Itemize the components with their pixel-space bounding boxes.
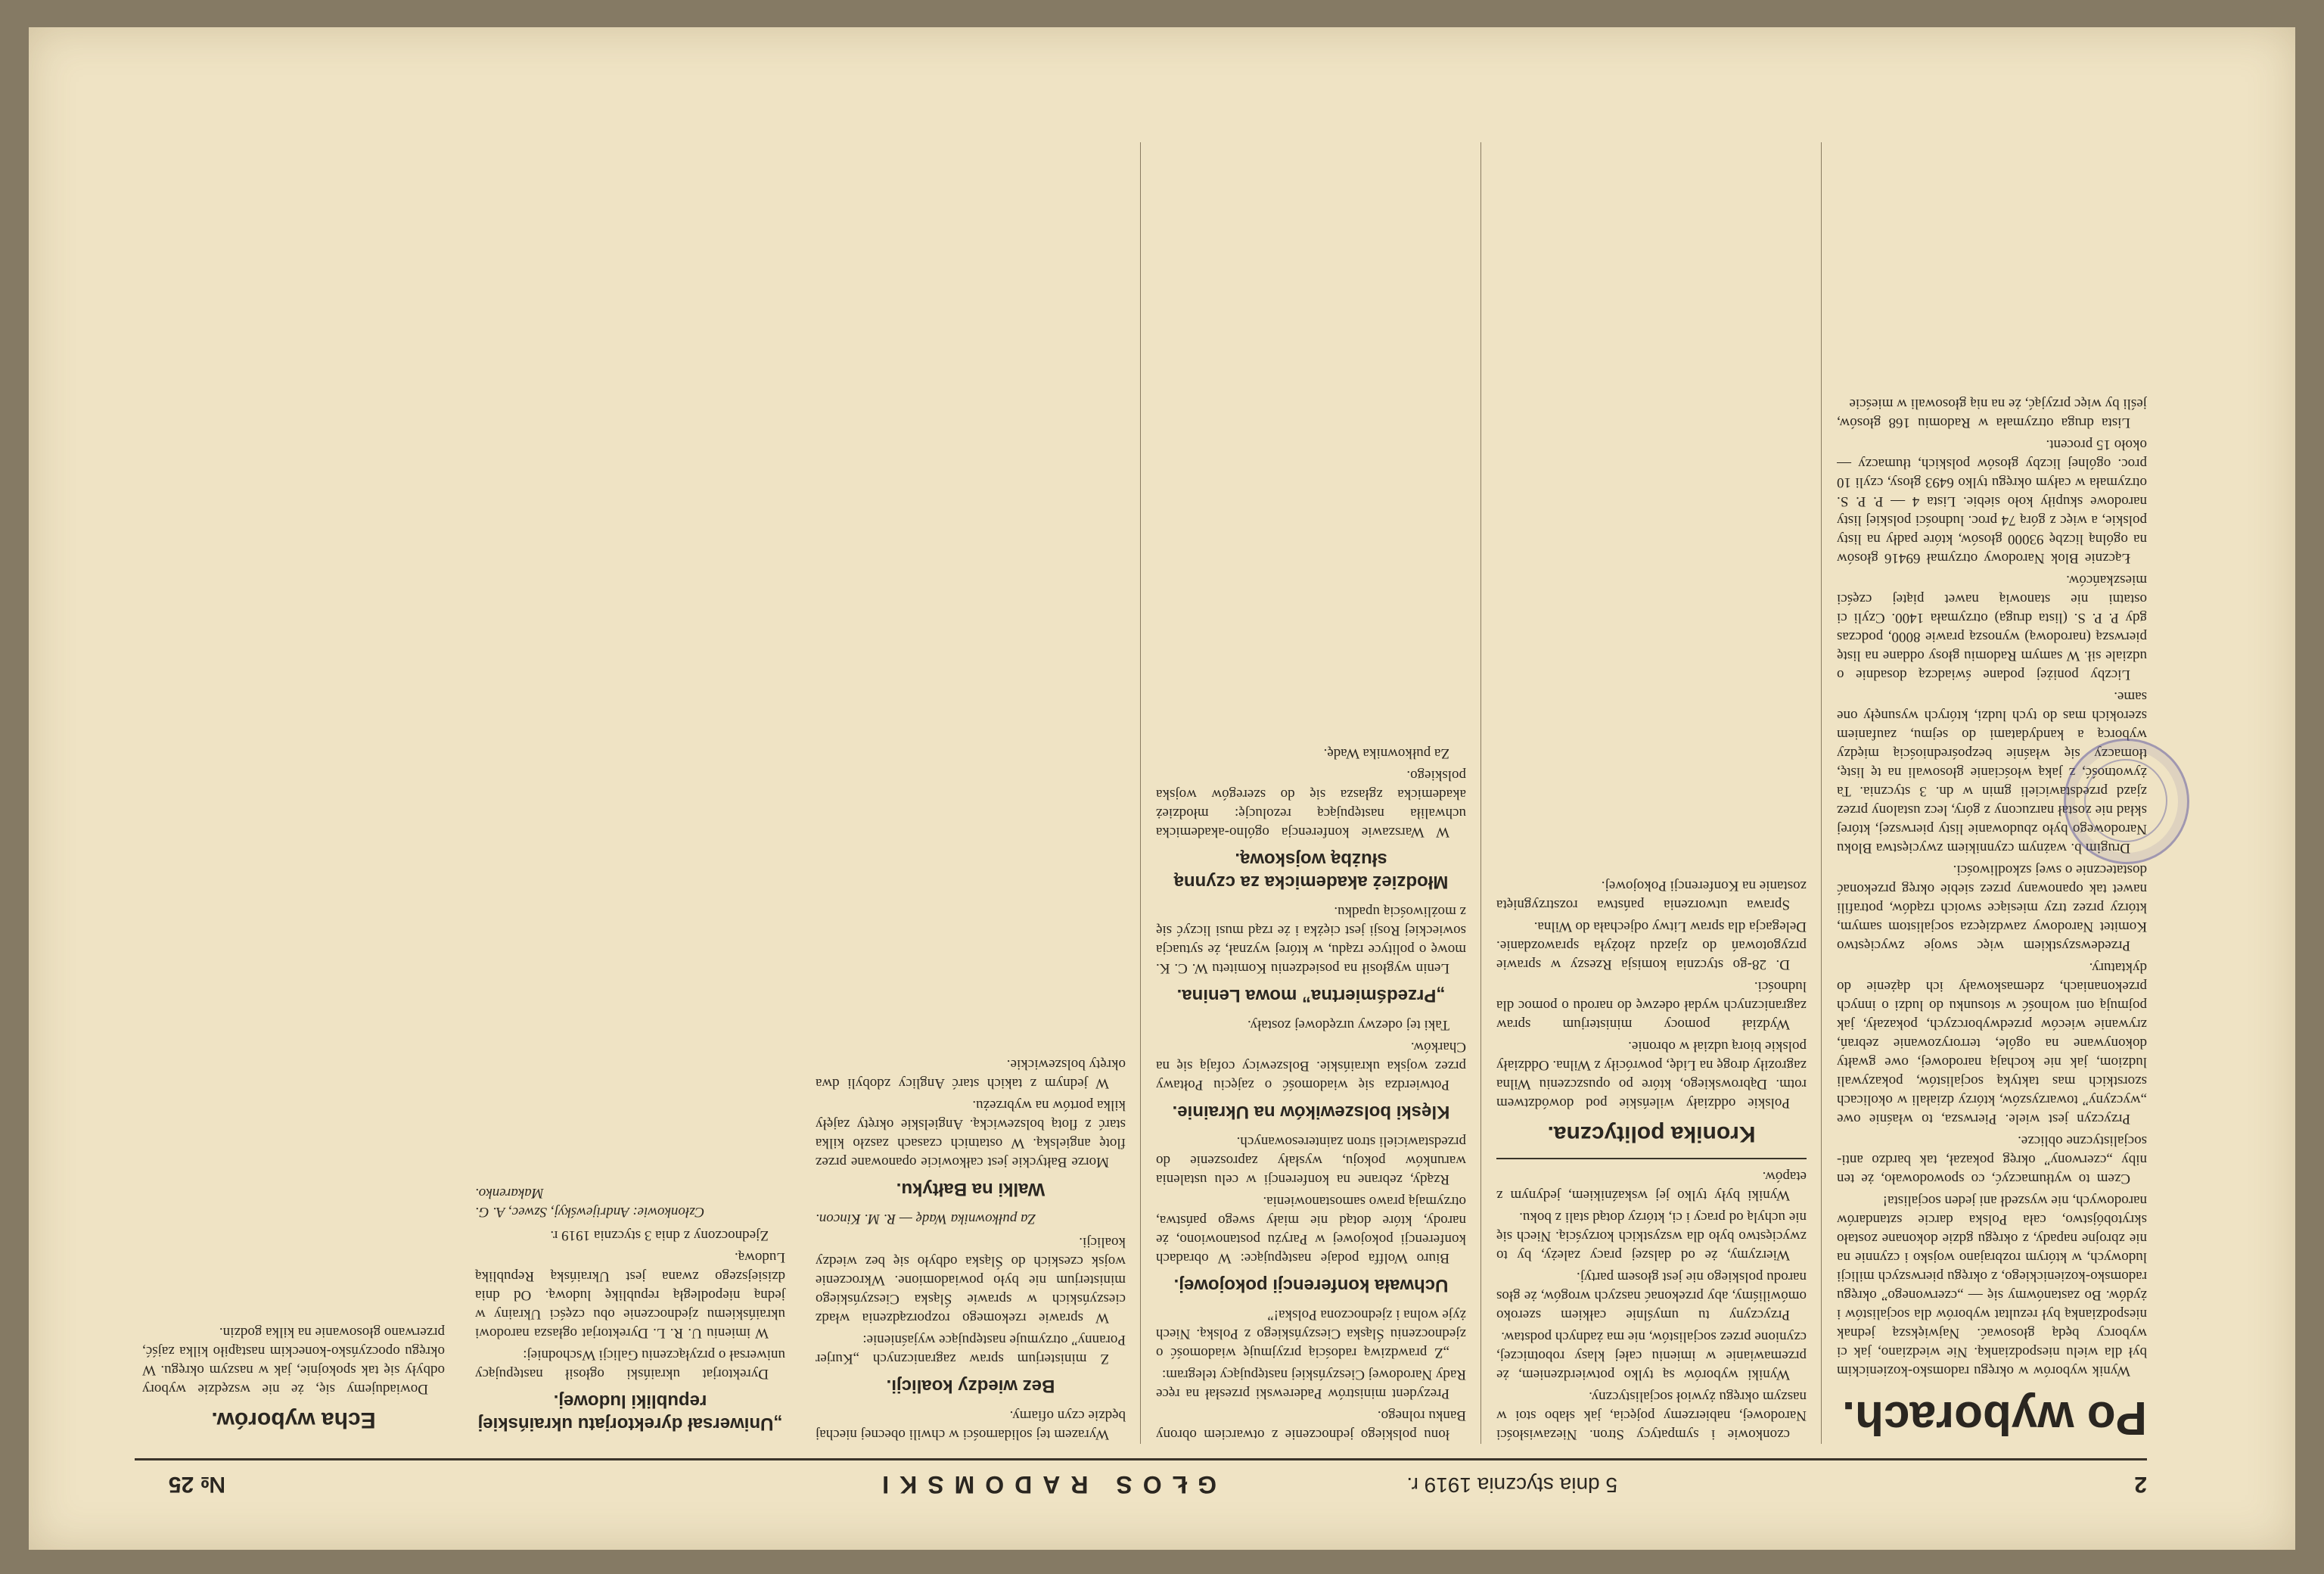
column-4 bbox=[142, 142, 1126, 1444]
page-header bbox=[135, 1458, 2147, 1503]
heading-koalicja: Bez wiedzy koalicji. bbox=[886, 1376, 1055, 1396]
paragraph: Czem to wytłumaczyć, co spowodowało, że ten niby „czerwony” okręg pokazał, tak bardzo anti-socjalistyczne oblicze. bbox=[1837, 1133, 2147, 1187]
heading-uniwersal: „Uniwersał dyrektorjatu ukraińskiej republiki ludowej. bbox=[477, 1391, 783, 1434]
paragraph: Biuro Wolffa podaje następujące: W obradach konferencji pokojowej w Paryżu postanowiono, że narody, które dotąd nie miały swego państwa, otrzymają prawo samostanowienia. bbox=[1156, 1193, 1466, 1266]
section-heading-kronika: Kronika polityczna. bbox=[1547, 1121, 1756, 1146]
paragraph: Rządy, zebrane na konferencji w celu ustalenia warunków pokoju, wysłały zaproszenie do przedstawicieli stron zainteresowanych. bbox=[1156, 1134, 1466, 1187]
paragraph: W Warszawie konferencja ogólno-akademicka uchwaliła następującą rezolucję: młodzież akademicka zgłasza się do szeregów wojska polskiego. bbox=[1156, 767, 1466, 840]
heading-baltyk: Walki na Bałtyku. bbox=[896, 1179, 1045, 1199]
paragraph: Lenin wygłosił na posiedzeniu Komitetu W. C. K. mowę o polityce rządu, w której wyznał, że sytuacja sowieckiej Rosji jest ciężka i że rząd musi liczyć się z możliwością upadku. bbox=[1156, 904, 1466, 976]
paragraph: Zjednoczony z dnia 3 stycznia 1919 r. bbox=[550, 1227, 769, 1243]
paragraph: Morze Bałtyckie jest całkowicie opanowane przez flotę angielską. W ostatnich czasach zaszło kilka starć z flotą bolszewicką. Angielskie okręty zajęły kilka portów na wybrzeżu. bbox=[816, 1097, 1126, 1170]
column-4b bbox=[475, 1180, 785, 1444]
paragraph: Sprawa utworzenia państwa rozstrzygnięta zostanie na Konferencji Pokojowej. bbox=[1496, 878, 1807, 913]
paragraph: Z ministerjum spraw zagranicznych „Kurjer Poranny” otrzymuje następujące wyjaśnienie: bbox=[816, 1332, 1126, 1367]
issue-date: 5 dnia stycznia 1919 r. bbox=[1406, 1473, 1617, 1497]
heading-bolszewicy: Klęski bolszewików na Ukrainie. bbox=[1172, 1102, 1450, 1122]
paragraph: Dowiadujemy się, że nie wszędzie wybory odbyły się tak spokojnie, jak w naszym okręgu. W okręgu opoczyńsko-koneckim nastąpiło kilka zajść, przerwano głosowanie na kilka godzin. bbox=[142, 1324, 445, 1397]
section-rule bbox=[1496, 1158, 1807, 1159]
paragraph: Wyniki były tylko jej wskaźnikiem, jedynym z etapów. bbox=[1496, 1168, 1807, 1203]
paragraph: czonkowie i sympatycy Stron. Niezawisłości Narodowej, nabierzemy pojęcia, jak słabo stoi w naszym okręgu żywioł socjalistyczny. bbox=[1496, 1389, 1807, 1442]
paragraph: Taki tej odezwy urzędowej zostały. bbox=[1247, 1017, 1449, 1033]
column-4a bbox=[816, 1052, 1126, 1444]
paragraph: łonu polskiego jednoczenie z otwarciem obrony Banku rolnego. bbox=[1156, 1408, 1466, 1442]
column-3 bbox=[1156, 142, 1466, 1444]
paragraph: Wyrazem tej solidarności w chwili obecnej niechaj będzie czyn ofiarny. bbox=[816, 1408, 1126, 1442]
paragraph: Przyczyny tu umyślnie całkiem szeroko omówiliśmy, aby przekonać naszych wrogów, że głos narodu polskiego nie jest głosem partyj. bbox=[1496, 1269, 1807, 1323]
heading-lenin: „Przedśmiertna” mowa Lenina. bbox=[1176, 985, 1446, 1006]
paragraph: Wyniki wyborów są tylko potwierdzeniem, że przemawianie w imieniu całej klasy robotniczej, czynione przez socjalistów, nie ma żadnych podstaw. bbox=[1496, 1329, 1807, 1383]
heading-uchwala: Uchwała konferencji pokojowej. bbox=[1173, 1275, 1449, 1296]
ink-stamp bbox=[2064, 739, 2189, 864]
newspaper-content-rotated bbox=[135, 141, 2147, 1503]
page-number: 2 bbox=[2134, 1472, 2147, 1497]
paragraph: D. 28-go stycznia komisja Rzeszy w sprawie przygotowań do zjazdu złożyła sprawozdanie. Delegacja dla spraw Litwy odjechała do Wilna. bbox=[1496, 919, 1807, 972]
paragraph: Przedewszystkiem więc swoje zwycięstwo Komitet Narodowy zawdzięcza socjalistom samym, którzy przez trzy miesiące swoich rządów, potrafili nawet tak opanowany przez siebie okręg przekonać dostatecznie o swej szkodliwości. bbox=[1837, 862, 2147, 953]
column-divider bbox=[1140, 142, 1141, 1444]
paragraph: Za pułkownika Wadę. bbox=[1323, 745, 1449, 761]
issue-number: № 25 bbox=[168, 1472, 225, 1497]
paragraph: Wydział pomocy ministerjum spraw zagranicznych wydał odezwę do narodu o pomoc dla ludności. bbox=[1496, 978, 1807, 1032]
article-title: Po wyborach. bbox=[1841, 1392, 2147, 1444]
newspaper-page bbox=[29, 27, 2295, 1550]
paragraph: Przyczyn jest wiele. Pierwsza, to właśnie owe „wyczyny” towarzyszów, którzy działali w okolicach szorstkich mas taktyką socjalistów, pokazywali ludziom, jak nie kochają narodowej, owe gwałty dokonywane na ogóle, terroryzowanie zebrań, zrywanie wieców przedwyborczych, pokazały, jak pojmują oni wolność w stosunku do ludzi o innych przekonaniach, zdemaskowały ich dążenie do dyktatury. bbox=[1837, 960, 2147, 1127]
heading-echa: Echa wyborów. bbox=[211, 1408, 376, 1432]
column-4c bbox=[142, 1320, 445, 1444]
paragraph: „Z prawdziwą radością przyjmuję wiadomość o zjednoczeniu Śląska Cieszyńskiego z Polską. Niech żyje wolna i zjednoczona Polska!” bbox=[1156, 1307, 1466, 1361]
paragraph: Polskie oddziały wileńskie pod dowództwem rotm. Dąbrowskiego, które po opuszczeniu Wilna zagroziły drogę na Lidę, powróciły z Wilna. Oddziały polskie biorą udział w obronie. bbox=[1496, 1038, 1807, 1111]
paragraph: Prezydent ministrów Paderewski przesłał na ręce Rady Narodowej Cieszyńskiej następujący telegram: bbox=[1156, 1367, 1466, 1401]
paragraph: Lista druga otrzymała w Radomiu 168 głosów, jeśli by więc przyjąć, że na nią głosowali w mieście bbox=[1837, 396, 2147, 431]
column-2 bbox=[1496, 142, 1807, 1444]
column-divider bbox=[1821, 142, 1822, 1444]
paragraph: Łącznie Blok Narodowy otrzymał 69416 głosów na ogólną liczbę 93000 głosów, które padły na listy polskie, a więc z górą 74 proc. ludności polskiej listy narodowe skupiły koło siebie. Lista 4 — P. P. S. otrzymała w całym okręgu tylko 6493 głosy, czyli 10 proc. ogólnej liczby głosów polskich, tłumaczy — około 15 procent. bbox=[1837, 437, 2147, 566]
ink-stamp-inner bbox=[2084, 759, 2167, 842]
paragraph: Drugim b. ważnym czynnikiem zwycięstwa Bloku Narodowego było zbudowanie listy pierwszej, której skład nie został narzucony z góry, lecz ustalony przez zjazd przedstawicieli gmin w dn. 3 stycznia. Ta żywotność, z jaką włościanie głosowali na tę listę, tłomaczy się właśnie bezpośredniością między wyborcą a kandydatami do sejmu, zaufaniem szerokich mas do tych ludzi, których wysunęły one same. bbox=[1837, 689, 2147, 856]
paragraph: Wynik wyborów w okręgu radomsko-kozienickim był dla wielu niespodzianką. Nie wiedziano, jak ci wyborcy będą głosować. Największą jednak niespodzianką był rezultat wyborów dla socjalistów i żydów. Bo zastanówmy się — „czerwonego” okręgu radomsko-kozienickiego, z okręgu pierwszych milicji ludowych, w którym rozbrajano wojsko i czynnie na nie zbrojne napady, z okręgu gdzie dokonane zostało skrytobójstwo, cała Polska darcie sztandarów narodowych, nie wyszedł ani jeden socjalista! bbox=[1837, 1193, 2147, 1379]
paragraph: Dyrektorjat ukraiński ogłosił następujący uniwersał o przyłączeniu Galicji Wschodniej: bbox=[475, 1347, 785, 1382]
paragraph: W jednym z takich starć Anglicy zdobyli dwa okręty bolszewickie. bbox=[816, 1056, 1126, 1091]
masthead: GŁOS RADOMSKI bbox=[872, 1471, 1216, 1498]
paragraph: W imieniu U. R. L. Dyrektorjat ogłasza narodowi ukraińskiemu zjednoczenie obu części Ukrainy w jedną niepodległą republikę ludową. Od dnia dzisiejszego zwana jest Ukraińską Republiką Ludową. bbox=[475, 1249, 785, 1341]
paragraph: Liczby poniżej podane świadczą dosadnie o udziale sił. W samym Radomiu głosy oddane na listę pierwszą (narodową) wynoszą prawie 8000, podczas gdy P. P. S. (lista druga) otrzymała 1400. Czyli ci ostatni nie stanowią nawet piątej części mieszkańców. bbox=[1837, 572, 2147, 683]
column-divider bbox=[1480, 142, 1481, 1444]
signature: Członkowie: Andrijewśkyj, Szwec, A. G. Makarenko. bbox=[475, 1185, 705, 1220]
paragraph: W sprawie rzekomego rozporządzenia władz cieszyńskich w sprawie Śląska Cieszyńskiego ministerjum nie było powiadomione. Wkroczenie wojsk czeskich do Śląska odbyło się bez wiedzy koalicji. bbox=[816, 1234, 1126, 1326]
signature: Za pułkownika Wadę — R. M. Kincon. bbox=[816, 1211, 1036, 1227]
paragraph: Potwierdza się wiadomość o zajęciu Połtawy przez wojska ukraińskie. Bolszewicy cofają się na Charków. bbox=[1156, 1039, 1466, 1093]
paragraph: Wierzymy, że od dalszej pracy zależy, by to zwycięstwo było dla wszystkich korzyścią. Niech się nie uchylą od pracy i ci, którzy dotąd stali z boku. bbox=[1496, 1209, 1807, 1263]
heading-mlodziez: Młodzież akademicka za czynną służbą wojskową. bbox=[1173, 849, 1449, 892]
